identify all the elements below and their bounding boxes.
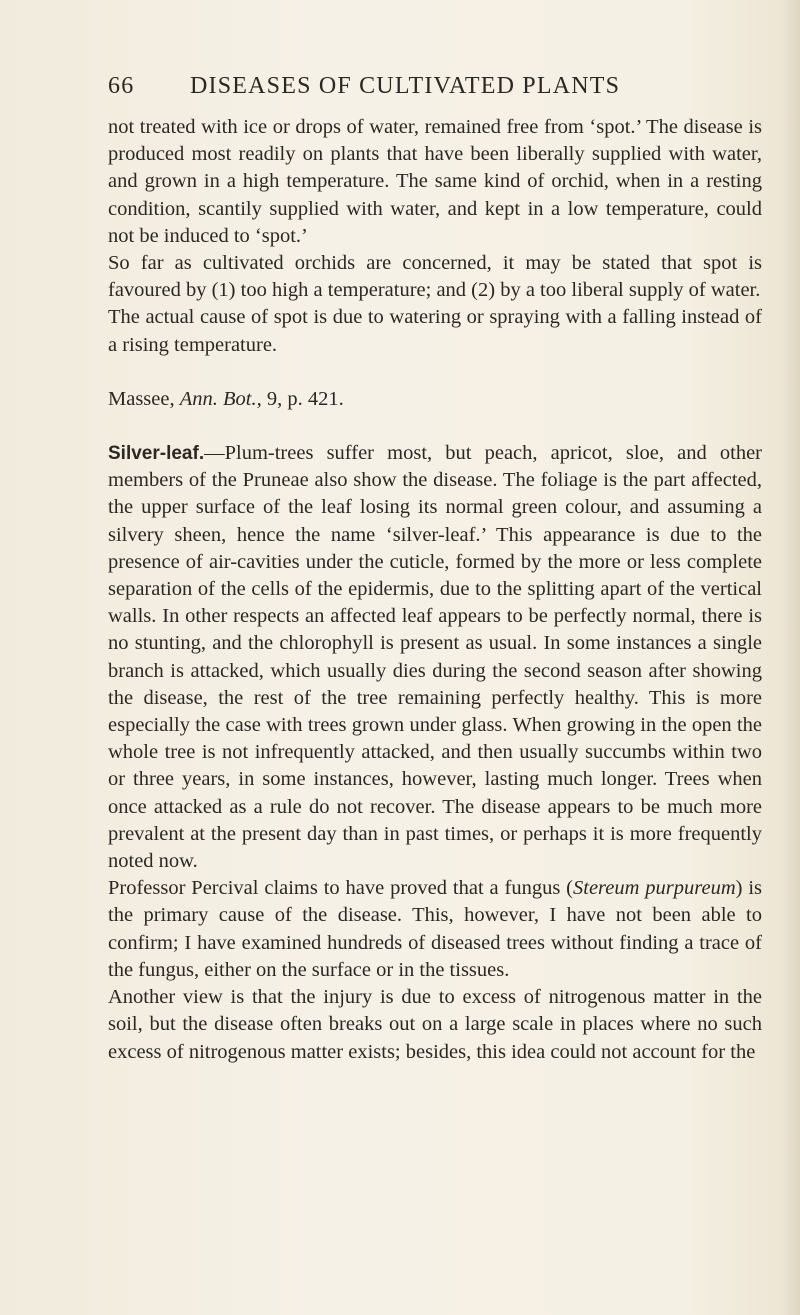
percival-text-start: Professor Percival claims to have proved that a fungus ( <box>108 877 573 900</box>
citation-journal: Ann. Bot., <box>179 387 262 410</box>
body-text <box>108 114 762 1066</box>
page-edge-shadow <box>782 0 800 1315</box>
running-head <box>108 69 748 103</box>
section-gap <box>108 359 762 386</box>
paragraph-orchid-conditions: So far as cultivated orchids are concerned, it may be stated that spot is favoured by (1) too high a temperature; and (2) by a too liberal supply of water. <box>108 252 762 302</box>
percival-text-end: ) is the primary cause of the disease. This, however, I have not been able to confirm; I have examined hundreds of diseased trees without finding a trace of the fungus, either on the surface or in the tissues. <box>108 877 763 981</box>
citation-details: 9, p. 421. <box>266 387 344 410</box>
species-name: Stereum purpureum <box>573 877 736 900</box>
citation-massee <box>108 386 762 413</box>
paragraph-nitrogen-view: Another view is that the injury is due to excess of nitrogenous matter in the soil, but the disease often breaks out on a large scale in places where no such excess of nitrogenous matter exists; besides, this idea could not account for the <box>108 986 762 1063</box>
section-gap <box>108 413 762 440</box>
page-number: 66 <box>108 73 135 99</box>
citation-author: Massee, <box>108 387 175 410</box>
paragraph-percival <box>108 875 762 984</box>
paragraph-spot-cause: The actual cause of spot is due to watering or spraying with a falling instead of a rising temperature. <box>108 306 762 356</box>
section-heading-silver-leaf: Silver-leaf. <box>108 443 205 465</box>
running-title: DISEASES OF CULTIVATED PLANTS <box>190 73 621 99</box>
paragraph-orchid-continuation: not treated with ice or drops of water, remained free from ‘spot.’ The disease is produced most readily on plants that have been liberally supplied with water, and grown in a high temperature. The same kind of orchid, when in a resting condition, scantily supplied with water, and kept in a low temperature, could not be induced to ‘spot.’ <box>108 116 762 247</box>
paragraph-silver-leaf <box>108 440 762 875</box>
silver-leaf-description: —Plum-trees suffer most, but peach, apricot, sloe, and other members of the Pruneae also show the disease. The foliage is the part affected, the upper surface of the leaf losing its normal green colour, and assuming a silvery sheen, hence the name ‘silver-leaf.’ This appearance is due to the presence of air-cavities under the cuticle, formed by the more or less complete separation of the cells of the epidermis, due to the splitting apart of the vertical walls. In other respects an affected leaf appears to be perfectly normal, there is no stunting, and the chlorophyll is present as usual. In some instances a single branch is attacked, which usually dies during the second season after showing the disease, the rest of the tree remaining perfectly healthy. This is more especially the case with trees grown under glass. When growing in the open the whole tree is not infrequently attacked, and then usually succumbs within two or three years, in some instances, however, lasting much longer. Trees when once attacked as a rule do not recover. The disease appears to be much more prevalent at the present day than in past times, or perhaps it is more frequently noted now. <box>108 442 762 873</box>
